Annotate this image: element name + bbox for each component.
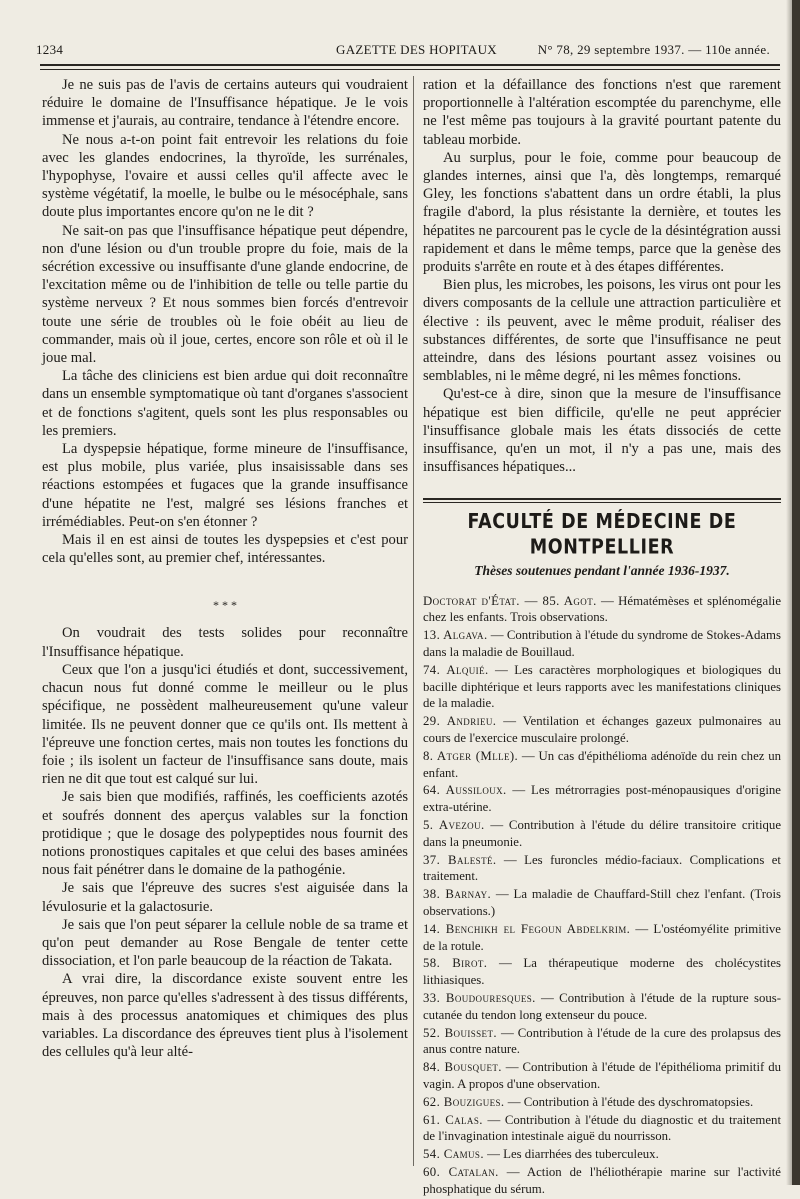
thesis-title: — Contribution à l'étude du diagnostic et du traitement de l'invagination intestinale aiguë du nourrisson. <box>423 1112 781 1144</box>
thesis-entry <box>423 886 781 920</box>
thesis-entry <box>423 627 781 661</box>
section-rule <box>423 498 781 500</box>
thesis-entry <box>423 1146 781 1163</box>
thesis-entry <box>423 1059 781 1093</box>
left-column <box>42 76 408 1061</box>
thesis-entry <box>423 852 781 886</box>
thesis-author: 60. Catalan. <box>423 1164 499 1179</box>
issue-info: N° 78, 29 septembre 1937. — 110e année. <box>537 42 770 57</box>
thesis-author: 14. Benchikh el Fegoun Abdelkrim. <box>423 921 631 936</box>
thesis-title: — Action de l'héliothérapie marine sur l'activité phosphatique du sérum. <box>423 1164 781 1196</box>
thesis-entry <box>423 921 781 955</box>
thesis-author: 74. Alquié. <box>423 662 489 677</box>
thesis-title: — Contribution à l'étude de l'épithélioma primitif du vagin. A propos d'une observation. <box>423 1060 781 1091</box>
thesis-title: — La thérapeutique moderne des cholécystites lithiasiques. <box>423 956 781 988</box>
thesis-author: 5. Avezou. <box>423 818 485 833</box>
thesis-title: — Un cas d'épithélioma adénoïde du rein chez un enfant. <box>423 748 781 780</box>
section-separator: * * * <box>213 598 237 613</box>
thesis-title: — Ventilation et échanges gazeux pulmonaires au cours de l'exercice musculaire prolongé. <box>423 714 781 746</box>
thesis-title: — Contribution à l'étude des dyschromatopsies. <box>504 1094 754 1109</box>
paragraph: Ne sait-on pas que l'insuffisance hépatique peut dépendre, non d'une lésion ou d'un trouble propre du foie, mais de la sécrétion excessive ou insuffisante d'une glande endocrine, de l'excitation même ou de l'inhibition de telle ou telle partie du système nerveux ? Et nous sommes bien forcés d'entrevoir toute une série de troubles où le foie obéit au lieu de commander, mais où il joue, certes, encore son rôle et où il le joue mal. <box>42 222 408 367</box>
paragraph: La tâche des cliniciens est bien ardue qui doit reconnaître dans un ensemble symptomatique où tant d'organes s'associent et de fonctions s'agitent, quels sont les plus responsables ou les premiers. <box>42 368 408 439</box>
paragraph: La dyspepsie hépatique, forme mineure de l'insuffisance, est plus mobile, plus variée, plus insaisissable dans ses réactions estompées et fugaces que la grande insuffisance d'une hépatite ne l'est, malgré ses lésions franches et irrémédiables. Peut-on s'en étonner ? <box>42 441 408 530</box>
thesis-author: 61. Calas. <box>423 1112 483 1127</box>
page-edge <box>792 0 800 1185</box>
thesis-list <box>423 593 781 1198</box>
journal-title: GAZETTE DES HOPITAUX <box>336 42 497 57</box>
thesis-author: 52. Bouisset. <box>423 1025 497 1040</box>
thesis-title: — Les furoncles médio-faciaux. Complications et traitement. <box>423 852 781 884</box>
thesis-entry <box>423 662 781 712</box>
thesis-author: 13. Algava. <box>423 628 488 643</box>
thesis-entry <box>423 593 781 627</box>
thesis-author: Doctorat d'État. — 85. Agot. <box>423 593 597 608</box>
thesis-author: 33. Boudouresques. <box>423 991 536 1005</box>
thesis-author: 64. Aussiloux. <box>423 783 507 798</box>
paragraph: Je sais que l'épreuve des sucres s'est aiguisée dans la lévulosurie et la galactosurie. <box>42 880 408 915</box>
thesis-title: — Contribution à l'étude de la rupture sous-cutanée du tendon long extenseur du pouce. <box>423 991 781 1022</box>
thesis-entry <box>423 990 781 1024</box>
thesis-author: 62. Bouzigues. <box>423 1094 505 1109</box>
thesis-entry <box>423 713 781 747</box>
section-title: FACULTÉ DE MÉDECINE DE MONTPELLIER <box>467 511 737 560</box>
column-divider <box>413 76 414 1166</box>
paragraph: Je sais que l'on peut séparer la cellule noble de sa trame et qu'on peut demander au Rose Bengale de tenter cette dissociation, et l'on parle beaucoup de la réaction de Takata. <box>42 916 408 970</box>
header-rule <box>40 64 780 66</box>
thesis-author: 38. Barnay. <box>423 887 492 902</box>
thesis-entry <box>423 1094 781 1111</box>
paragraph: A vrai dire, la discordance existe souvent entre les épreuves, non parce qu'elles s'adressent à des tissus différents, mais à des processus anatomiques et chimiques des plus variables. La discordance des épreuves tient plus à l'isolement des cellules qu'à leur alté- <box>42 971 408 1061</box>
thesis-title: — La maladie de Chauffard-Still chez l'enfant. (Trois observations.) <box>423 887 781 919</box>
thesis-title: — L'ostéomyélite primitive de la rotule. <box>423 921 781 953</box>
paragraph: Bien plus, les microbes, les poisons, les virus ont pour les divers composants de la cellule une attraction particulière et élective : ils peuvent, avec le même produit, réaliser des substances différentes, de sorte que l'insuffisance ne peut atteindre, dans des lésions pourtant assez voisines ou semblables, ni le même degré, ni les mêmes fonctions. <box>423 277 781 385</box>
right-column <box>423 76 781 1199</box>
thesis-author: 84. Bousquet. <box>423 1060 502 1075</box>
paragraph: On voudrait des tests solides pour reconnaître l'Insuffisance hépatique. <box>42 625 408 660</box>
thesis-entry <box>423 817 781 851</box>
header-rule-thin <box>40 69 780 70</box>
paragraph: Je sais bien que modifiés, raffinés, les coefficients azotés et soufrés donnent des aperçus valables sur la fonction protidique ; que le dosage des polypeptides nous fournit des notions pronostiques capitales et que celui des bases aminées nous fait pénétrer dans le domaine de la pathogénie. <box>42 789 408 879</box>
thesis-entry <box>423 782 781 816</box>
section-subtitle: Thèses soutenues pendant l'année 1936-1937. <box>474 563 730 579</box>
thesis-author: 58. Birot. <box>423 956 488 971</box>
paragraph: Au surplus, pour le foie, comme pour beaucoup de glandes internes, ainsi que l'a, dès longtemps, remarqué Gley, les fonctions s'abattent dans un ordre établi, la plus fragile d'abord, la plus résistante la dernière, et toutes les hépatites ne parcourent pas le cycle de la désintégration aussi rapidement et dans le même temps, parce que la genèse des produits s'arrête en route et à des étapes différentes. <box>423 149 781 276</box>
thesis-title: — Les métrorragies post-ménopausiques d'origine extra-utérine. <box>423 783 781 815</box>
thesis-entry <box>423 955 781 989</box>
thesis-entry <box>423 1025 781 1059</box>
thesis-title: — Hématémèses et splénomégalie chez les enfants. Trois observations. <box>423 593 782 625</box>
running-header <box>36 42 780 64</box>
paragraph: ration et la défaillance des fonctions n'est que rarement proportionnelle à l'altération escomptée du parenchyme, elle ne l'est même pas toujours à la gravité pourtant patente du tableau morbide. <box>423 77 781 148</box>
thesis-title: — Contribution à l'étude de la cure des prolapsus des anus contre nature. <box>423 1025 782 1057</box>
paragraph: Je ne suis pas de l'avis de certains auteurs qui voudraient réduire le domaine de l'Insuffisance hépatique. Je le vois immense et j'aurais, au contraire, tendance à l'étendre encore. <box>42 77 408 130</box>
thesis-entry <box>423 1164 781 1198</box>
thesis-author: 29. Andrieu. <box>423 714 497 729</box>
thesis-title: — Les diarrhées des tuberculeux. <box>483 1147 659 1162</box>
paragraph: Mais il en est ainsi de toutes les dyspepsies et c'est pour cela qu'elles sont, au premier chef, intéressantes. <box>42 532 408 567</box>
thesis-author: 8. Atger (Mlle). <box>423 748 519 763</box>
paragraph: Ne nous a-t-on point fait entrevoir les relations du foie avec les glandes endocrines, la thyroïde, les surrénales, l'hypophyse, l'ovaire et aussi celles qu'il affecte avec le système végétatif, la moelle, le bulbe ou le mésocéphale, sans doute plus importantes encore qu'on ne le dit ? <box>42 131 408 221</box>
section-rule-thin <box>423 502 781 503</box>
thesis-title: — Contribution à l'étude du délire transitoire critique dans la pneumonie. <box>423 818 781 849</box>
page-number: 1234 <box>36 42 64 57</box>
thesis-author: 54. Camus. <box>423 1147 484 1162</box>
thesis-title: — Contribution à l'étude du syndrome de Stokes-Adams dans la maladie de Bouillaud. <box>423 628 781 660</box>
thesis-entry <box>423 1112 781 1146</box>
paragraph: Qu'est-ce à dire, sinon que la mesure de l'insuffisance hépatique est bien difficile, qu'elle ne peut apprécier l'insuffisance globale mais les états dissociés de cette insuffisance, qu'en un mot, il n'y a pas une, mais des insuffisances hépatiques... <box>423 386 781 476</box>
paragraph: Ceux que l'on a jusqu'ici étudiés et dont, successivement, chacun nous fut donné comme le meilleur ou le plus spécifique, ne possèdent malheureusement qu'une valeur limitée. Ils ne peuvent donner que ce qu'ils ont. Ils mettent à l'épreuve une fonction certes, mais non toutes les fonctions du foie ; ils isolent un facteur de l'insuffisance sans doute, mais rien ne dit que tout est calqué sur lui. <box>42 661 408 788</box>
thesis-author: 37. Balesté. <box>423 852 497 867</box>
thesis-entry <box>423 748 781 782</box>
thesis-title: — Les caractères morphologiques et biologiques du bacille diphtérique et leurs rapports avec les manifestations cliniques de la maladie. <box>423 662 782 711</box>
